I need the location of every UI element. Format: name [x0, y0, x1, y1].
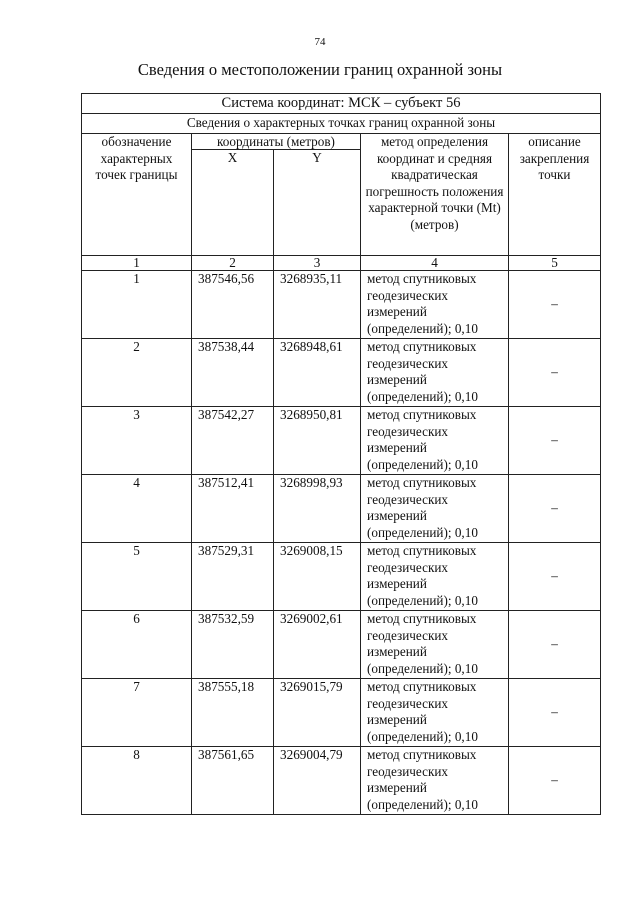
y-coordinate-cell: 3269002,61 [274, 611, 361, 679]
header-description: описание закрепления точки [509, 134, 601, 256]
y-coordinate-cell: 3268950,81 [274, 407, 361, 475]
table-row [82, 679, 601, 747]
method-cell: метод спутниковых геодезических измерений (определений); 0,10 [361, 407, 509, 475]
method-cell: метод спутниковых геодезических измерений (определений); 0,10 [361, 271, 509, 339]
description-cell: – [509, 747, 601, 815]
y-coordinate-cell: 3269008,15 [274, 543, 361, 611]
header-point-designation: обозначение характерных точек границы [82, 134, 192, 256]
coordinate-system-row: Система координат: МСК – субъект 56 [82, 94, 601, 114]
table-row [82, 475, 601, 543]
table-row [82, 543, 601, 611]
coordinates-table [81, 93, 601, 815]
description-cell: – [509, 407, 601, 475]
x-coordinate-cell: 387542,27 [192, 407, 274, 475]
description-cell: – [509, 611, 601, 679]
page-number: 74 [314, 36, 326, 48]
column-number-row [82, 256, 601, 271]
point-number-cell: 5 [82, 543, 192, 611]
method-cell: метод спутниковых геодезических измерений (определений); 0,10 [361, 339, 509, 407]
description-cell: – [509, 475, 601, 543]
description-cell: – [509, 339, 601, 407]
header-method: метод определения координат и средняя квадратическая погрешность положения характерной точки (Mt) (метров) [361, 134, 509, 256]
header-y: Y [274, 150, 361, 256]
table-row [82, 747, 601, 815]
point-number-cell: 4 [82, 475, 192, 543]
point-number-cell: 3 [82, 407, 192, 475]
y-coordinate-cell: 3268948,61 [274, 339, 361, 407]
method-cell: метод спутниковых геодезических измерений (определений); 0,10 [361, 611, 509, 679]
section-header-row: Сведения о характерных точках границ охранной зоны [82, 114, 601, 134]
table-row [82, 339, 601, 407]
header-coordinates: координаты (метров) [192, 134, 361, 150]
y-coordinate-cell: 3269015,79 [274, 679, 361, 747]
table-row [82, 611, 601, 679]
method-cell: метод спутниковых геодезических измерений (определений); 0,10 [361, 679, 509, 747]
point-number-cell: 2 [82, 339, 192, 407]
x-coordinate-cell: 387546,56 [192, 271, 274, 339]
table-row [82, 271, 601, 339]
method-cell: метод спутниковых геодезических измерений (определений); 0,10 [361, 747, 509, 815]
document-title: Сведения о местоположении границ охранной зоны [137, 60, 503, 79]
method-cell: метод спутниковых геодезических измерений (определений); 0,10 [361, 543, 509, 611]
header-x: X [192, 150, 274, 256]
point-number-cell: 7 [82, 679, 192, 747]
column-number: 5 [509, 256, 601, 271]
x-coordinate-cell: 387538,44 [192, 339, 274, 407]
x-coordinate-cell: 387561,65 [192, 747, 274, 815]
column-number: 4 [361, 256, 509, 271]
column-number: 3 [274, 256, 361, 271]
y-coordinate-cell: 3269004,79 [274, 747, 361, 815]
x-coordinate-cell: 387555,18 [192, 679, 274, 747]
method-cell: метод спутниковых геодезических измерений (определений); 0,10 [361, 475, 509, 543]
point-number-cell: 1 [82, 271, 192, 339]
column-number: 1 [82, 256, 192, 271]
y-coordinate-cell: 3268935,11 [274, 271, 361, 339]
column-number: 2 [192, 256, 274, 271]
description-cell: – [509, 543, 601, 611]
description-cell: – [509, 679, 601, 747]
y-coordinate-cell: 3268998,93 [274, 475, 361, 543]
table-row [82, 407, 601, 475]
description-cell: – [509, 271, 601, 339]
point-number-cell: 6 [82, 611, 192, 679]
x-coordinate-cell: 387512,41 [192, 475, 274, 543]
x-coordinate-cell: 387532,59 [192, 611, 274, 679]
point-number-cell: 8 [82, 747, 192, 815]
x-coordinate-cell: 387529,31 [192, 543, 274, 611]
